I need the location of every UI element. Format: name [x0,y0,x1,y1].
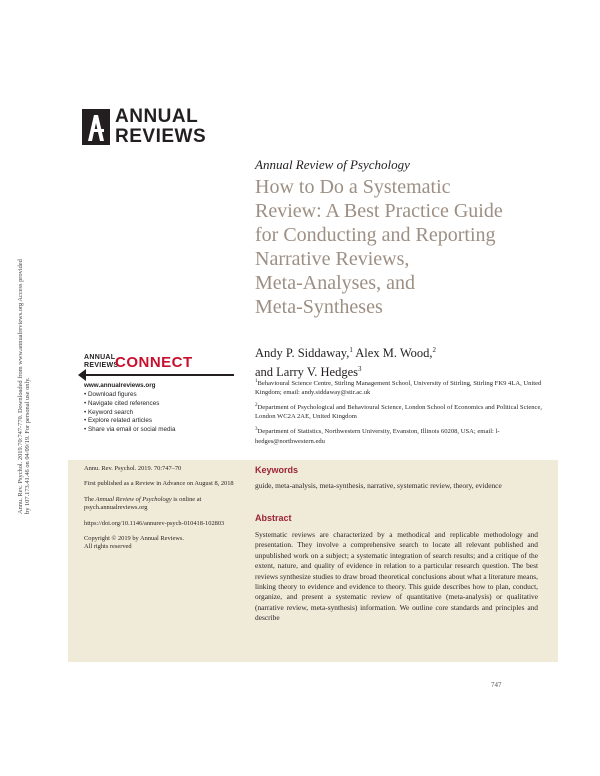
copyright: Copyright © 2019 by Annual Reviews. All rights reserved [84,535,184,551]
online-note: The Annual Review of Psychology is online at psych.annualreviews.org [84,495,202,512]
title-line: Review: A Best Practice Guide [255,200,503,222]
title-line: for Conducting and Reporting [255,224,496,246]
logo-line-2: REVIEWS [115,125,207,147]
title-line: Meta-Analyses, and [255,272,415,294]
affiliation: $^1$Behavioural Science Centre, Stirling Management School, University of Stirling, Stirling FK9 4LA, United Kingdom; email: andy.siddaway@stir.ac.uk [255,379,542,397]
connect-word: CONNECT [115,354,193,371]
abstract-heading: Abstract [255,513,292,523]
annual-reviews-connect [84,352,234,472]
title-line: Meta-Syntheses [255,296,383,318]
citation: Annu. Rev. Psychol. 2019. 70:747–70 [84,465,182,472]
logo-mark-icon [82,109,110,145]
publication-info [84,465,234,552]
download-note-text: Annu. Rev. Psychol. 2019.70:747-770. Downloaded from www.annualreviews.org Access provided by 107.173.41.46 on 04/09/19. For personal use only. [17,259,32,514]
author-1: Andy P. Siddaway, [255,346,350,361]
keywords-text: guide, meta-analysis, meta-synthesis, narrative, systematic review, theory, evidence [255,481,502,490]
doi-link[interactable]: https://doi.org/10.1146/annurev-psych-010418-102803 [84,519,225,527]
first-published: First published as a Review in Advance on August 8, 2018 [84,480,234,488]
author-3-sup: 3 [358,365,362,374]
article-title [255,175,555,319]
logo-text [115,107,206,146]
keywords-heading: Keywords [255,465,299,475]
list-item: • Navigate cited references [84,399,160,407]
connect-feature-list [84,391,175,435]
author-2: Alex M. Wood, [352,346,433,361]
author-list [255,342,495,380]
download-note [17,258,32,514]
annual-reviews-logo [82,108,222,148]
connect-url[interactable]: www.annualreviews.org [84,382,156,389]
author-2-sup: 2 [432,346,437,354]
author-3: and Larry V. Hedges [255,365,358,380]
list-item: • Share via email or social media [84,426,176,434]
title-line: How to Do a Systematic [255,176,451,198]
abstract-text: Systematic reviews are characterized by a methodical and replicable methodology and presentation. They involve a comprehensive search to locate all relevant published and unpublished work on a subject; a systematic integration of search results; and a critique of the extent, nature, and quality of evidence in relation to a particular research question. The best reviews synthesize studies to draw broad theoretical conclusions about what a literature means, linking theory to evidence and evidence to theory. This guide describes how to plan, conduct, organize, and present a systematic review of quantitative (meta-analysis) or qualitative (narrative review, meta-synthesis) information. We outline core standards and principles and describe [255,530,538,623]
page-number: 747 [491,681,502,689]
list-item: • Download figures [84,391,137,398]
affiliation: $^3$Department of Statistics, Northwestern University, Evanston, Illinois 60208, USA; email: l-hedges@northwestern.edu [255,427,500,445]
title-line: Narrative Reviews, [255,248,410,270]
logo-line-1: ANNUAL [115,106,199,127]
author-1-sup: 1 [349,346,353,354]
affiliations [255,377,555,450]
affiliation: $^2$Department of Psychological and Behavioural Science, London School of Economics and Political Science, London WC2A 2AE, United Kingdom [255,403,543,421]
connect-brand: ANNUAL REVIEWS [84,354,119,369]
connect-divider [84,374,234,376]
list-item: • Keyword search [84,408,134,416]
journal-name: Annual Review of Psychology [255,157,410,172]
list-item: • Explore related articles [84,417,153,425]
